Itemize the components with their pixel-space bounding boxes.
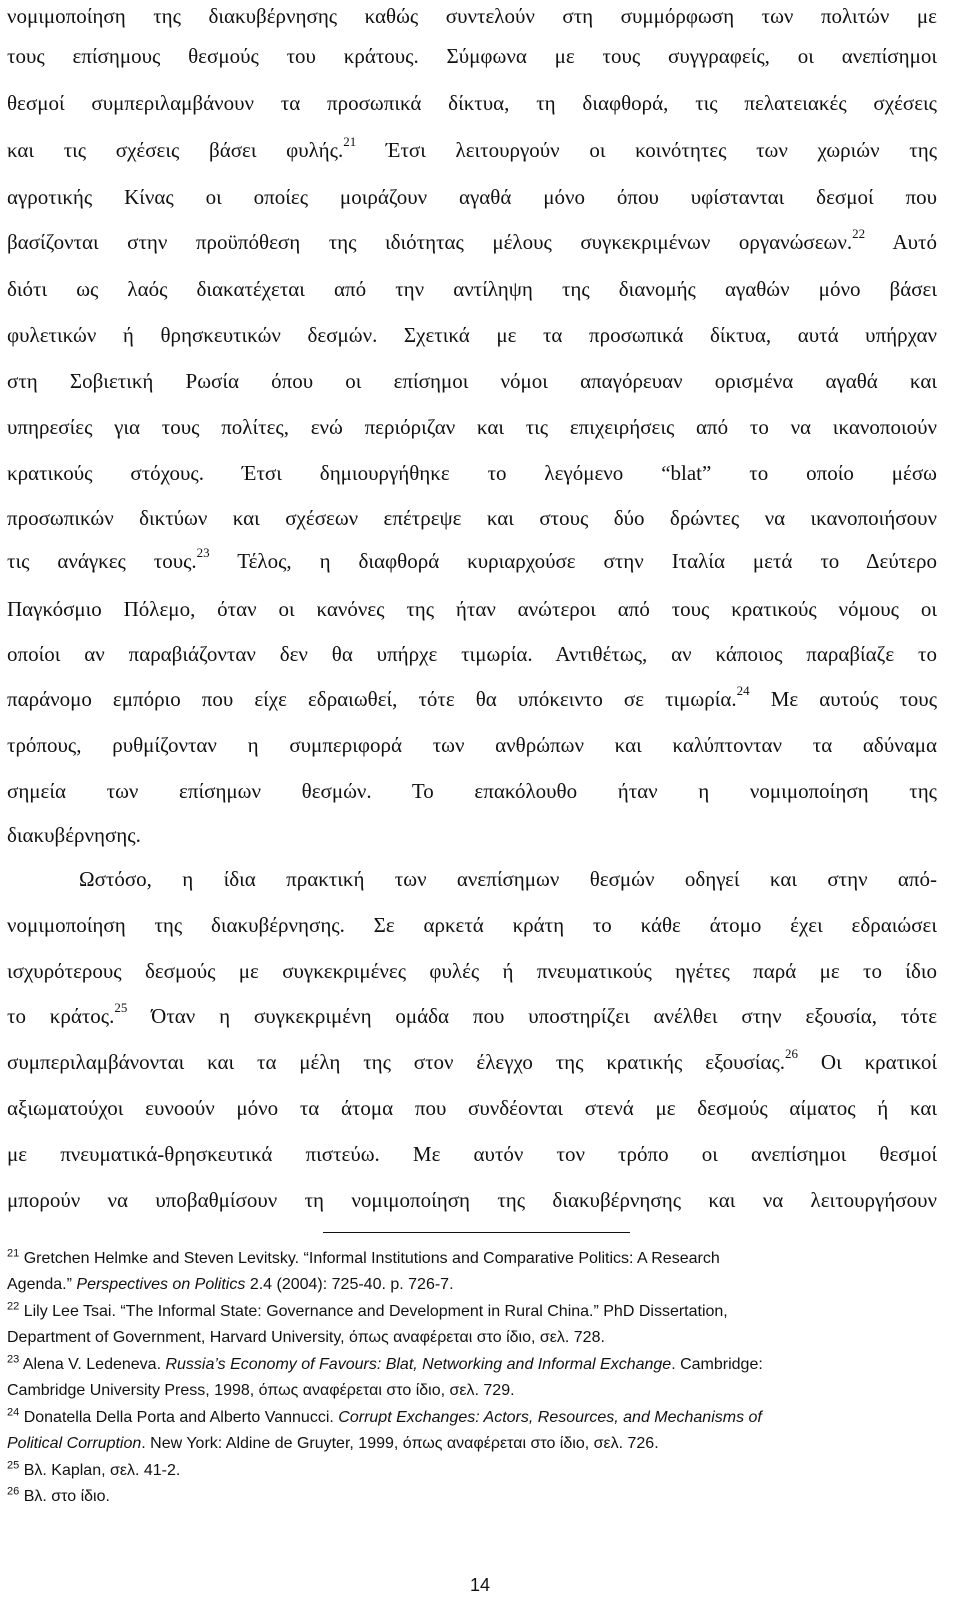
body-line: διότι ως λαός διακατέχεται από την αντίληψη της διανομής αγαθών μόνο βάσει xyxy=(7,277,937,301)
body-line: τρόπους, ρυθμίζονταν η συμπεριφορά των ανθρώπων και καλύπτονταν τα αδύναμα xyxy=(7,733,937,757)
body-line: μπορούν να υποβαθμίσουν τη νομιμοποίηση της διακυβέρνησης και να λειτουργήσουν xyxy=(7,1188,937,1212)
body-line: αγροτικής Κίνας οι οποίες μοιράζουν αγαθά μόνο όπου υφίστανται δεσμοί που xyxy=(7,185,937,209)
footnote-ref[interactable]: 24 xyxy=(736,683,750,698)
paragraph-first-line: Ωστόσο, η ίδια πρακτική των ανεπίσημων θεσμών οδηγεί και στην από- xyxy=(79,867,937,891)
footnote-21: $^{21}$ Gretchen Helmke and Steven Levitsky. “Informal Institutions and Comparative Politics: A Research xyxy=(7,1247,720,1267)
footnote-21-cont: Agenda.” Perspectives on Politics 2.4 (2004): 725-40. p. 726-7. xyxy=(7,1276,454,1293)
body-line: υπηρεσίες για τους πολίτες, ενώ περιόριζαν και τις επιχειρήσεις από το να ικανοποιούν xyxy=(7,415,937,439)
body-line: παράνομο εμπόριο που είχε εδραιωθεί, τότε θα υπόκειντο σε τιμωρία.$^{24}$ Με αυτούς τους xyxy=(7,683,938,711)
footnote-26: $^{26}$ Βλ. στο ίδιο. xyxy=(7,1485,110,1505)
body-line: φυλετικών ή θρησκευτικών δεσμών. Σχετικά με τα προσωπικά δίκτυα, αυτά υπήρχαν xyxy=(7,323,937,347)
body-line: θεσμοί συμπεριλαμβάνουν τα προσωπικά δίκτυα, τη διαφθορά, τις πελατειακές σχέσεις xyxy=(7,91,937,115)
page-number: 14 xyxy=(469,1575,491,1595)
footnote-24: $^{24}$ Donatella Della Porta and Alberto Vannucci. Corrupt Exchanges: Actors, Resources, and Mechanisms of xyxy=(7,1406,762,1426)
body-line: συμπεριλαμβάνονται και τα μέλη της στον έλεγχο της κρατικής εξουσίας.$^{26}$ Οι κρατικοί xyxy=(7,1046,938,1074)
footnote-ref[interactable]: 22 xyxy=(852,226,866,241)
footnote-ref[interactable]: 23 xyxy=(196,545,210,560)
footnote-24-cont: Political Corruption. New York: Aldine de Gruyter, 1999, όπως αναφέρεται στο ίδιο, σελ. 726. xyxy=(7,1435,659,1452)
body-line: προσωπικών δικτύων και σχέσεων επέτρεψε και στους δύο δρώντες να ικανοποιήσουν xyxy=(7,506,937,530)
body-line: Παγκόσμιο Πόλεμο, όταν οι κανόνες της ήταν ανώτεροι από τους κρατικούς νόμους οι xyxy=(7,597,937,621)
footnote-ref[interactable]: 25 xyxy=(114,1000,128,1015)
body-line: τους επίσημους θεσμούς του κράτους. Σύμφωνα με τους συγγραφείς, οι ανεπίσημοι xyxy=(7,44,937,68)
footnote-separator xyxy=(323,1232,630,1233)
body-line: βασίζονται στην προϋπόθεση της ιδιότητας μέλους συγκεκριμένων οργανώσεων.$^{22}$ Αυτό xyxy=(7,226,937,254)
footnote-ref[interactable]: 26 xyxy=(785,1046,799,1061)
body-line: σημεία των επίσημων θεσμών. Το επακόλουθο ήταν η νομιμοποίηση της xyxy=(7,779,937,803)
body-line: στη Σοβιετική Ρωσία όπου οι επίσημοι νόμοι απαγόρευαν ορισμένα αγαθά και xyxy=(7,369,937,393)
body-line: αξιωματούχοι ευνοούν μόνο τα άτομα που συνδέονται στενά με δεσμούς αίματος ή και xyxy=(7,1096,937,1120)
footnote-22-cont: Department of Government, Harvard University, όπως αναφέρεται στο ίδιο, σελ. 728. xyxy=(7,1329,605,1346)
footnote-23: $^{23}$ Alena V. Ledeneva. Russia’s Economy of Favours: Blat, Networking and Informal Exchange. Cambridge: xyxy=(7,1353,763,1373)
body-line: οποίοι αν παραβιάζονταν δεν θα υπήρχε τιμωρία. Αντιθέτως, αν κάποιος παραβίαζε το xyxy=(7,642,937,666)
body-line: διακυβέρνησης. xyxy=(7,823,141,847)
footnote-ref[interactable]: 21 xyxy=(343,134,357,149)
body-line: κρατικούς στόχους. Έτσι δημιουργήθηκε το λεγόμενο “blat” το οποίο μέσω xyxy=(7,461,937,485)
body-line: ισχυρότερους δεσμούς με συγκεκριμένες φυλές ή πνευματικούς ηγέτες παρά με το ίδιο xyxy=(7,959,937,983)
body-line: το κράτος.$^{25}$ Όταν η συγκεκριμένη ομάδα που υποστηρίζει ανέλθει στην εξουσία, τότε xyxy=(7,1000,938,1028)
body-line: και τις σχέσεις βάσει φυλής.$^{21}$ Έτσι λειτουργούν οι κοινότητες των χωριών της xyxy=(7,134,938,162)
body-line: νομιμοποίηση της διακυβέρνησης. Σε αρκετά κράτη το κάθε άτομο έχει εδραιώσει xyxy=(7,913,937,937)
body-line: νομιμοποίηση της διακυβέρνησης καθώς συντελούν στη συμμόρφωση των πολιτών με xyxy=(7,4,937,28)
footnote-22: $^{22}$ Lily Lee Tsai. “The Informal State: Governance and Development in Rural China.” PhD Dissertation, xyxy=(7,1300,728,1320)
body-line: τις ανάγκες τους.$^{23}$ Τέλος, η διαφθορά κυριαρχούσε στην Ιταλία μετά το Δεύτερο xyxy=(7,545,937,573)
footnote-25: $^{25}$ Βλ. Kaplan, σελ. 41-2. xyxy=(7,1459,181,1479)
footnote-23-cont: Cambridge University Press, 1998, όπως αναφέρεται στο ίδιο, σελ. 729. xyxy=(7,1382,515,1399)
body-line: με πνευματικά-θρησκευτικά πιστεύω. Με αυτόν τον τρόπο οι ανεπίσημοι θεσμοί xyxy=(7,1142,937,1166)
